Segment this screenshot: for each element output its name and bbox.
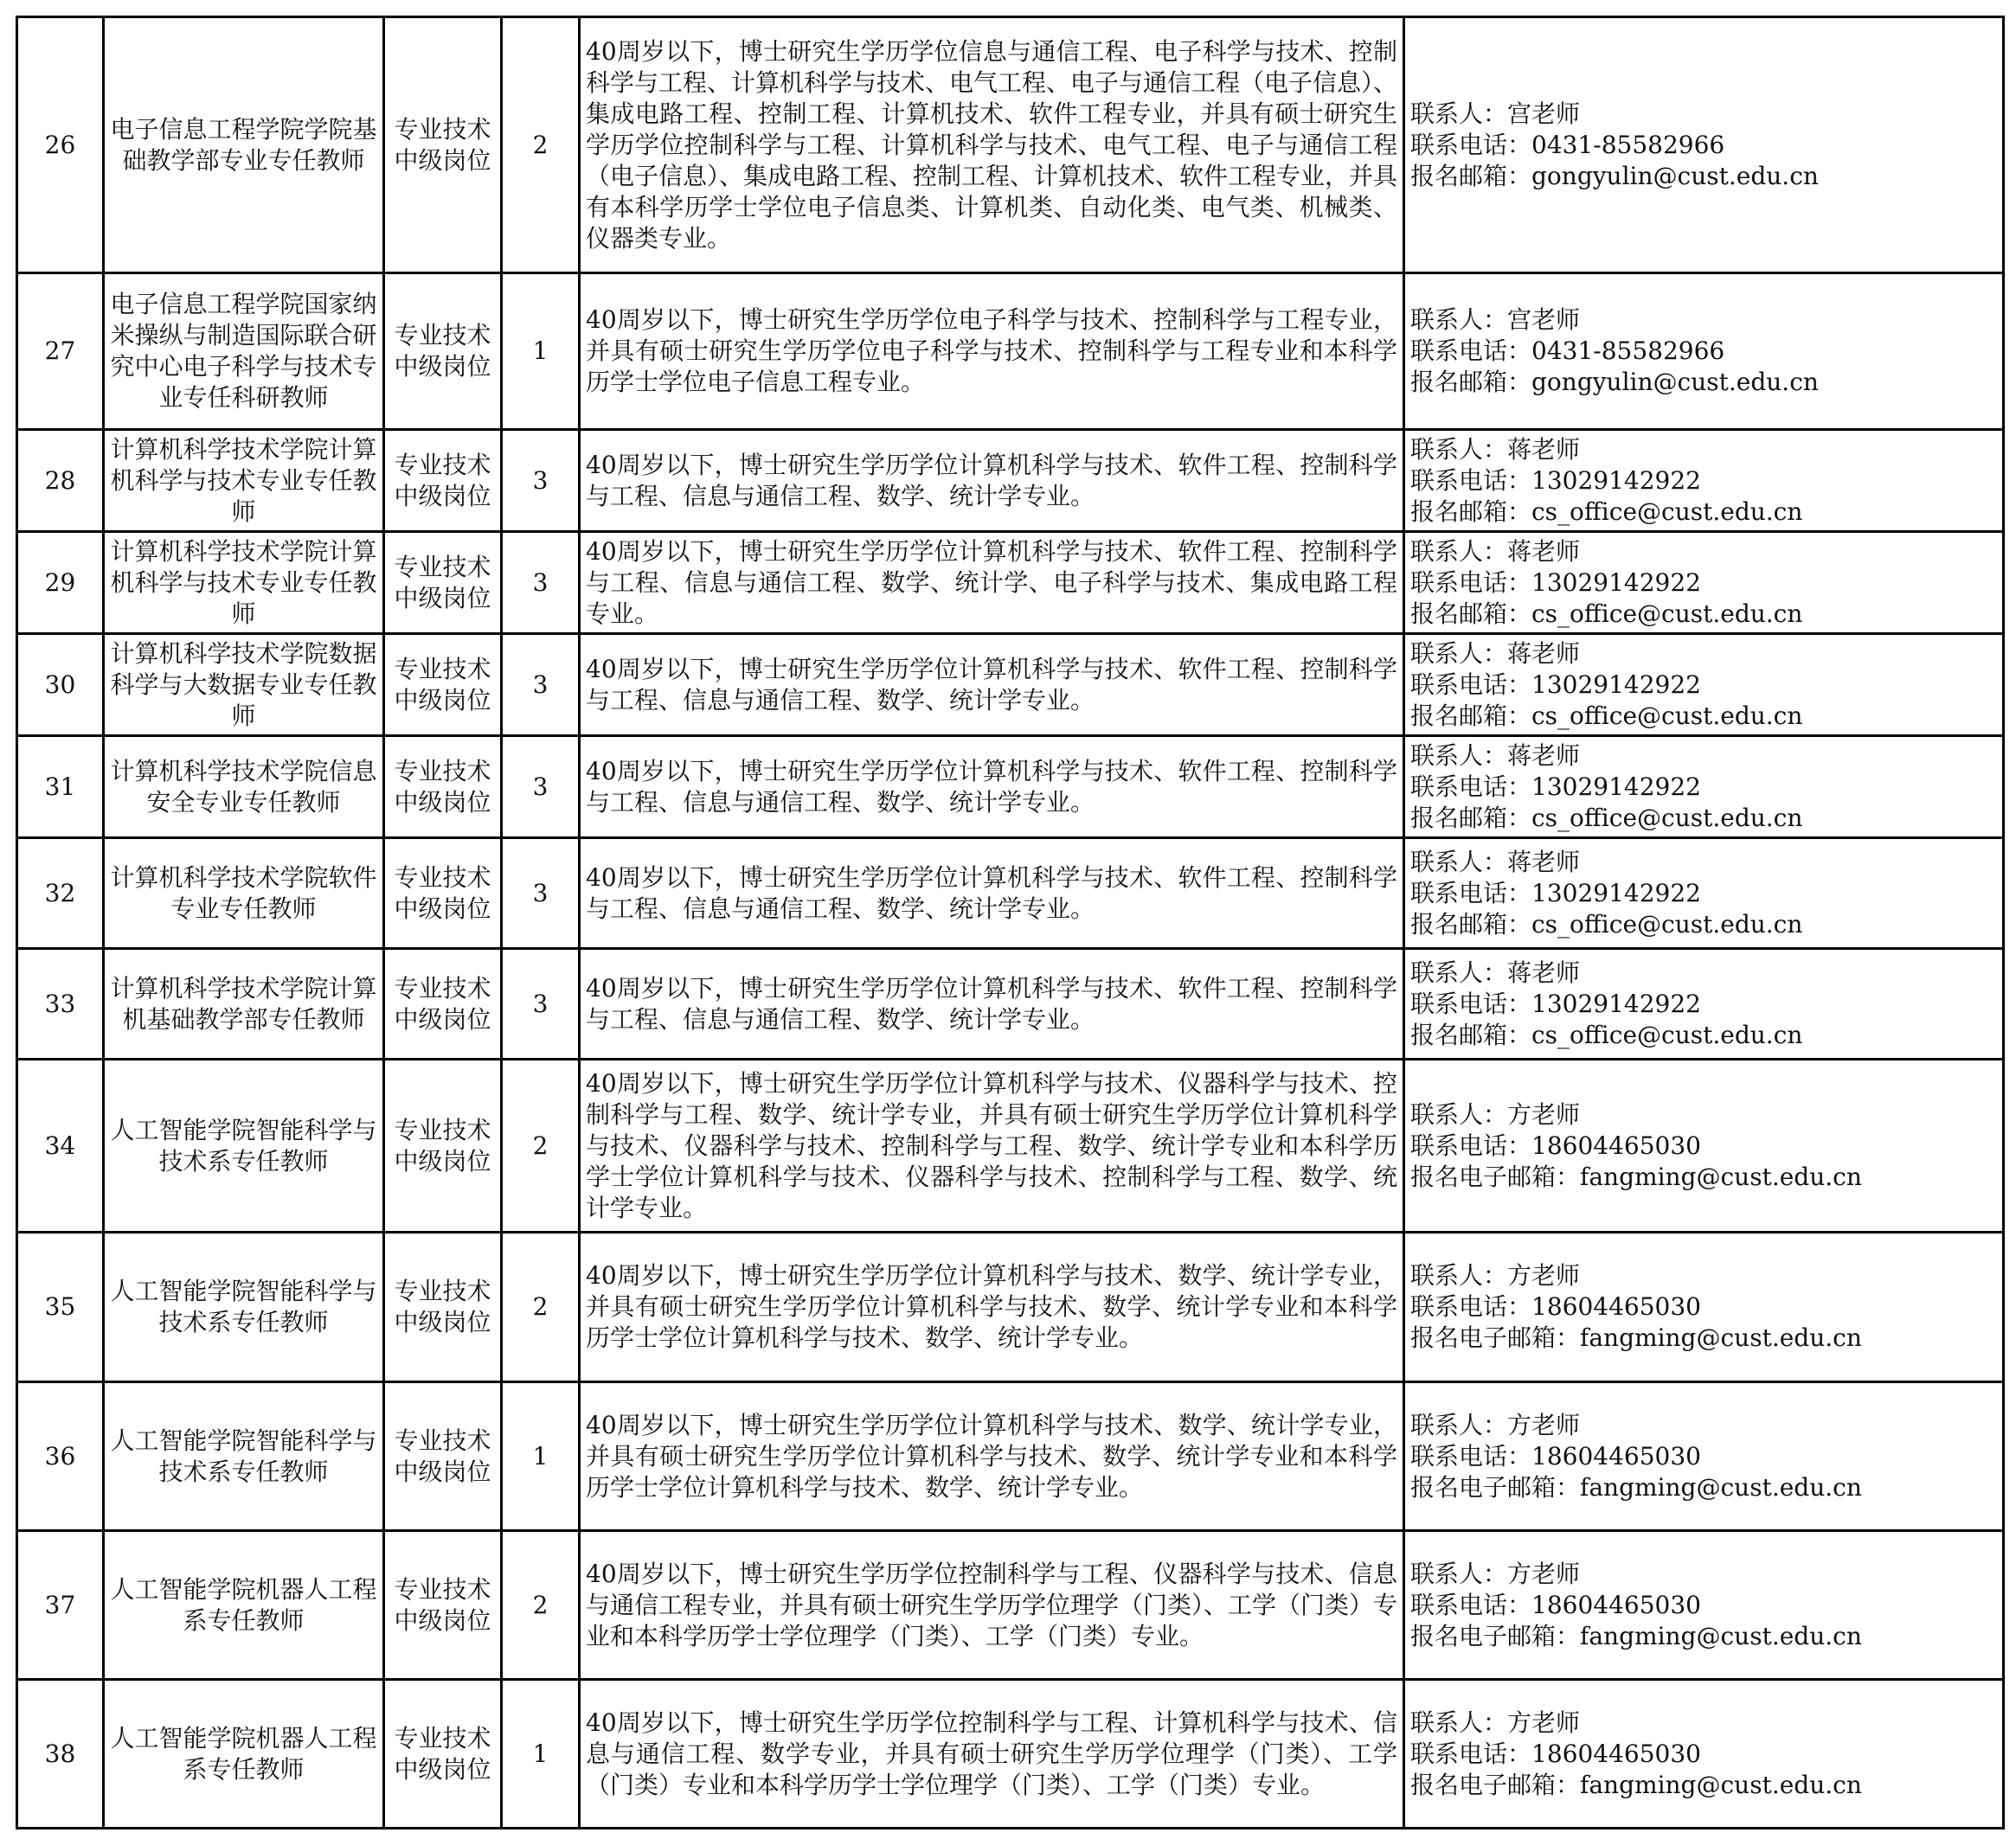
contact-info [1404,634,2004,736]
contact-phone: 联系电话：18604465030 [1410,1590,1701,1619]
contact-person: 联系人：方老师 [1410,1559,1581,1588]
position-type: 专业技术中级岗位 [384,1680,502,1829]
hire-count: 2 [502,17,580,273]
contact-phone: 联系电话：18604465030 [1410,1441,1701,1471]
position-type: 专业技术中级岗位 [384,17,502,273]
row-number: 26 [17,17,104,273]
requirements: 40周岁以下，博士研究生学历学位计算机科学与技术、软件工程、控制科学与工程、信息与通信工程、数学、统计学专业。 [580,838,1404,949]
row-number: 34 [17,1060,104,1233]
position-name: 计算机科学技术学院数据科学与大数据专业专任教师 [104,634,384,736]
requirements: 40周岁以下，博士研究生学历学位控制科学与工程、计算机科学与技术、信息与通信工程、数学专业，并具有硕士研究生学历学位理学（门类）、工学（门类）专业和本科学历学士学位理学（门类）、工学（门类）专业。 [580,1680,1404,1829]
position-type: 专业技术中级岗位 [384,1233,502,1382]
position-name: 计算机科学技术学院软件专业专任教师 [104,838,384,949]
contact-email: 报名邮箱：gongyulin@cust.edu.cn [1410,368,1819,396]
requirements: 40周岁以下，博士研究生学历学位计算机科学与技术、软件工程、控制科学与工程、信息与通信工程、数学、统计学专业。 [580,634,1404,736]
position-type: 专业技术中级岗位 [384,532,502,634]
table-row [17,1233,2004,1382]
position-type: 专业技术中级岗位 [384,273,502,430]
contact-info [1404,838,2004,949]
position-type: 专业技术中级岗位 [384,949,502,1060]
contact-person: 联系人：蒋老师 [1410,536,1581,566]
contact-email: 报名邮箱：cs_office@cust.edu.cn [1410,497,1803,526]
table-row [17,736,2004,838]
hire-count: 1 [502,1382,580,1531]
requirements: 40周岁以下，博士研究生学历学位信息与通信工程、电子科学与技术、控制科学与工程、计算机科学与技术、电气工程、电子与通信工程（电子信息）、集成电路工程、控制工程、计算机技术、软件工程专业，并具有硕士研究生学历学位控制科学与工程、计算机科学与技术、电气工程、电子与通信工程（电子信息）、集成电路工程、控制工程、计算机技术、软件工程专业，并具有本科学历学士学位电子信息类、计算机类、自动化类、电气类、机械类、仪器类专业。 [580,17,1404,273]
requirements: 40周岁以下，博士研究生学历学位计算机科学与技术、数学、统计学专业，并具有硕士研究生学历学位计算机科学与技术、数学、统计学专业和本科学历学士学位计算机科学与技术、数学、统计学专业。 [580,1382,1404,1531]
contact-person: 联系人：蒋老师 [1410,847,1581,876]
table-row [17,949,2004,1060]
hire-count: 1 [502,273,580,430]
hire-count: 3 [502,634,580,736]
position-name: 电子信息工程学院国家纳米操纵与制造国际联合研究中心电子科学与技术专业专任科研教师 [104,273,384,430]
contact-email: 报名电子邮箱：fangming@cust.edu.cn [1410,1472,1862,1502]
requirements: 40周岁以下，博士研究生学历学位计算机科学与技术、软件工程、控制科学与工程、信息与通信工程、数学、统计学专业。 [580,949,1404,1060]
contact-phone: 联系电话：0431-85582966 [1410,130,1725,159]
row-number: 33 [17,949,104,1060]
row-number: 28 [17,430,104,532]
contact-email: 报名邮箱：cs_office@cust.edu.cn [1410,803,1803,832]
row-number: 35 [17,1233,104,1382]
position-name: 人工智能学院智能科学与技术系专任教师 [104,1233,384,1382]
recruitment-table [16,16,2005,1829]
contact-email: 报名电子邮箱：fangming@cust.edu.cn [1410,1162,1862,1191]
contact-info [1404,17,2004,273]
row-number: 32 [17,838,104,949]
contact-info [1404,430,2004,532]
contact-info [1404,1060,2004,1233]
position-name: 人工智能学院智能科学与技术系专任教师 [104,1382,384,1531]
position-name: 计算机科学技术学院计算机科学与技术专业专任教师 [104,532,384,634]
contact-email: 报名邮箱：cs_office@cust.edu.cn [1410,1020,1803,1049]
contact-email: 报名邮箱：cs_office@cust.edu.cn [1410,909,1803,939]
contact-person: 联系人：蒋老师 [1410,434,1581,464]
contact-info [1404,273,2004,430]
position-type: 专业技术中级岗位 [384,1531,502,1680]
contact-phone: 联系电话：13029142922 [1410,567,1701,597]
position-type: 专业技术中级岗位 [384,634,502,736]
requirements: 40周岁以下，博士研究生学历学位计算机科学与技术、软件工程、控制科学与工程、信息与通信工程、数学、统计学专业。 [580,736,1404,838]
position-type: 专业技术中级岗位 [384,736,502,838]
position-type: 专业技术中级岗位 [384,838,502,949]
contact-email: 报名邮箱：cs_office@cust.edu.cn [1410,701,1803,730]
position-type: 专业技术中级岗位 [384,1382,502,1531]
table-row [17,634,2004,736]
table-row [17,273,2004,430]
hire-count: 2 [502,1233,580,1382]
hire-count: 3 [502,949,580,1060]
contact-phone: 联系电话：13029142922 [1410,670,1701,699]
contact-phone: 联系电话：0431-85582966 [1410,336,1725,365]
position-name: 人工智能学院机器人工程系专任教师 [104,1531,384,1680]
position-name: 计算机科学技术学院计算机科学与技术专业专任教师 [104,430,384,532]
position-name: 计算机科学技术学院信息安全专业专任教师 [104,736,384,838]
table-row [17,1382,2004,1531]
contact-email: 报名邮箱：gongyulin@cust.edu.cn [1410,161,1819,190]
contact-phone: 联系电话：13029142922 [1410,989,1701,1018]
table-row [17,17,2004,273]
contact-person: 联系人：方老师 [1410,1708,1581,1737]
contact-info [1404,736,2004,838]
contact-phone: 联系电话：18604465030 [1410,1739,1701,1768]
position-type: 专业技术中级岗位 [384,430,502,532]
contact-phone: 联系电话：13029142922 [1410,772,1701,801]
table-row [17,430,2004,532]
position-name: 人工智能学院机器人工程系专任教师 [104,1680,384,1829]
position-name: 电子信息工程学院学院基础教学部专业专任教师 [104,17,384,273]
contact-person: 联系人：蒋老师 [1410,958,1581,987]
requirements: 40周岁以下，博士研究生学历学位电子科学与技术、控制科学与工程专业，并具有硕士研究生学历学位电子科学与技术、控制科学与工程专业和本科学历学士学位电子信息工程专业。 [580,273,1404,430]
hire-count: 3 [502,430,580,532]
row-number: 29 [17,532,104,634]
contact-person: 联系人：蒋老师 [1410,740,1581,770]
hire-count: 3 [502,736,580,838]
row-number: 31 [17,736,104,838]
requirements: 40周岁以下，博士研究生学历学位计算机科学与技术、软件工程、控制科学与工程、信息与通信工程、数学、统计学、电子科学与技术、集成电路工程专业。 [580,532,1404,634]
contact-phone: 联系电话：18604465030 [1410,1292,1701,1321]
contact-person: 联系人：宫老师 [1410,305,1581,334]
table-row [17,1060,2004,1233]
row-number: 37 [17,1531,104,1680]
contact-person: 联系人：蒋老师 [1410,638,1581,668]
contact-phone: 联系电话：18604465030 [1410,1131,1701,1160]
table-row [17,1680,2004,1829]
contact-info [1404,1233,2004,1382]
contact-person: 联系人：宫老师 [1410,99,1581,128]
contact-email: 报名电子邮箱：fangming@cust.edu.cn [1410,1323,1862,1352]
row-number: 27 [17,273,104,430]
requirements: 40周岁以下，博士研究生学历学位计算机科学与技术、数学、统计学专业，并具有硕士研究生学历学位计算机科学与技术、数学、统计学专业和本科学历学士学位计算机科学与技术、数学、统计学专业。 [580,1233,1404,1382]
contact-email: 报名电子邮箱：fangming@cust.edu.cn [1410,1770,1862,1799]
requirements: 40周岁以下，博士研究生学历学位计算机科学与技术、软件工程、控制科学与工程、信息与通信工程、数学、统计学专业。 [580,430,1404,532]
hire-count: 3 [502,838,580,949]
hire-count: 2 [502,1531,580,1680]
hire-count: 1 [502,1680,580,1829]
contact-info [1404,1382,2004,1531]
table-row [17,1531,2004,1680]
position-type: 专业技术中级岗位 [384,1060,502,1233]
position-name: 计算机科学技术学院计算机基础教学部专任教师 [104,949,384,1060]
position-name: 人工智能学院智能科学与技术系专任教师 [104,1060,384,1233]
requirements: 40周岁以下，博士研究生学历学位计算机科学与技术、仪器科学与技术、控制科学与工程、数学、统计学专业，并具有硕士研究生学历学位计算机科学与技术、仪器科学与技术、控制科学与工程、数学、统计学专业和本科学历学士学位计算机科学与技术、仪器科学与技术、控制科学与工程、数学、统计学专业。 [580,1060,1404,1233]
hire-count: 3 [502,532,580,634]
hire-count: 2 [502,1060,580,1233]
row-number: 30 [17,634,104,736]
contact-phone: 联系电话：13029142922 [1410,465,1701,495]
table-row [17,532,2004,634]
contact-person: 联系人：方老师 [1410,1099,1581,1129]
requirements: 40周岁以下，博士研究生学历学位控制科学与工程、仪器科学与技术、信息与通信工程专业，并具有硕士研究生学历学位理学（门类）、工学（门类）专业和本科学历学士学位理学（门类）、工学（门类）专业。 [580,1531,1404,1680]
contact-email: 报名电子邮箱：fangming@cust.edu.cn [1410,1621,1862,1650]
contact-email: 报名邮箱：cs_office@cust.edu.cn [1410,599,1803,628]
contact-person: 联系人：方老师 [1410,1261,1581,1290]
table-row [17,838,2004,949]
contact-info [1404,1680,2004,1829]
row-number: 36 [17,1382,104,1531]
contact-info [1404,532,2004,634]
row-number: 38 [17,1680,104,1829]
contact-person: 联系人：方老师 [1410,1410,1581,1439]
contact-phone: 联系电话：13029142922 [1410,878,1701,907]
contact-info [1404,1531,2004,1680]
contact-info [1404,949,2004,1060]
